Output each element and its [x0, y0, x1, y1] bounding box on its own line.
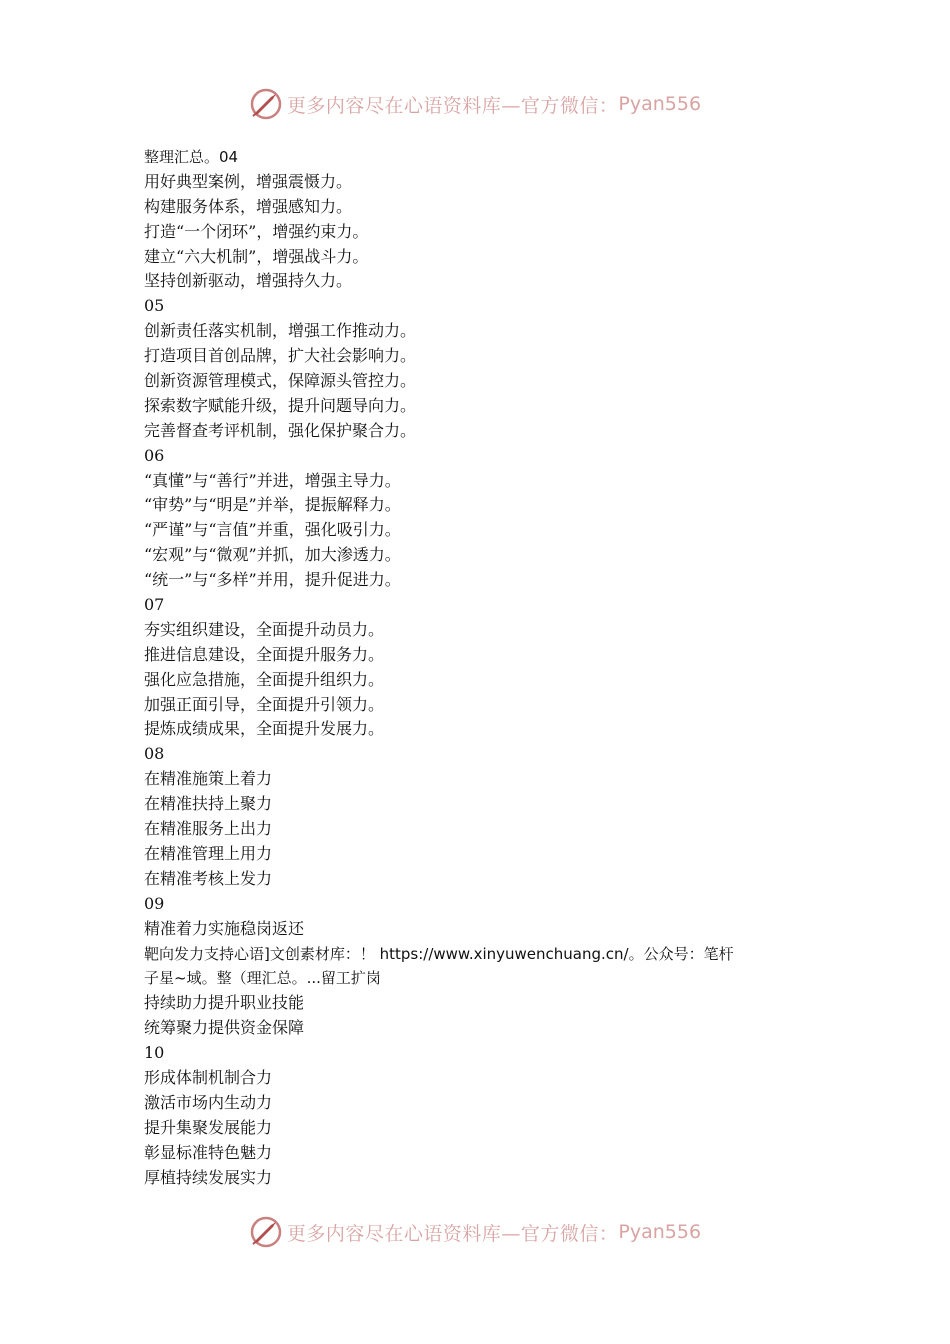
text-line: 在精准施策上着力	[144, 769, 273, 789]
text-line: “统一”与“多样”并用，提升促进力。	[144, 570, 401, 590]
text-line: 用好典型案例，增强震慑力。	[144, 171, 353, 191]
text-line: 建立“六大机制”，增强战斗力。	[144, 246, 369, 266]
text-line: “审势”与“明是”并举，提振解释力。	[144, 495, 401, 515]
text-line: 在精准考核上发力	[144, 868, 273, 888]
text-line: 提炼成绩成果，全面提升发展力。	[144, 719, 385, 739]
text-line: 夯实组织建设，全面提升动员力。	[144, 619, 385, 639]
text-line: 彰显标准特色魅力	[144, 1142, 273, 1162]
text-line: 靶向发力支持心语]文创素材库：！ https://www.xinyuwenchuang.cn/。公众号：笔杆	[144, 944, 734, 963]
text-line: 形成体制机制合力	[144, 1067, 273, 1087]
document-body	[144, 145, 824, 1190]
pen-nib-logo-icon	[249, 87, 283, 121]
footer-tagline: 更多内容尽在心语资料库—官方微信：	[286, 1222, 619, 1245]
text-line: 强化应急措施，全面提升组织力。	[144, 669, 385, 689]
text-line: 子星~域。整（理汇总。...留工扩岗	[144, 969, 381, 988]
section-number: 09	[144, 893, 165, 913]
text-line: 坚持创新驱动，增强持久力。	[144, 271, 353, 291]
text-line: 探索数字赋能升级，提升问题导向力。	[144, 395, 417, 415]
text-line: “真懂”与“善行”并进，增强主导力。	[144, 470, 401, 490]
text-line: 厚植持续发展实力	[144, 1167, 273, 1187]
text-line: 精准着力实施稳岗返还	[144, 918, 305, 938]
text-line: 统筹聚力提供资金保障	[144, 1018, 305, 1038]
text-line: 打造项目首创品牌，扩大社会影响力。	[144, 346, 417, 366]
text-line: 整理汇总。04	[144, 148, 239, 166]
text-line: 创新资源管理模式，保障源头管控力。	[144, 371, 417, 391]
section-number: 10	[144, 1043, 165, 1063]
text-line: 推进信息建设，全面提升服务力。	[144, 644, 385, 664]
text-line: “严谨”与“言值”并重，强化吸引力。	[144, 520, 401, 540]
section-number: 05	[144, 296, 165, 316]
text-line: 在精准扶持上聚力	[144, 794, 273, 814]
text-line: 在精准管理上用力	[144, 843, 273, 863]
pen-nib-logo-icon	[249, 1215, 283, 1249]
text-line: 打造“一个闭环”，增强约束力。	[144, 221, 369, 241]
text-line: 激活市场内生动力	[144, 1092, 273, 1112]
section-number: 06	[144, 445, 165, 465]
header-tagline: 更多内容尽在心语资料库—官方微信：	[286, 94, 619, 117]
text-line: 创新责任落实机制，增强工作推动力。	[144, 321, 417, 341]
text-line: 完善督查考评机制，强化保护聚合力。	[144, 420, 417, 440]
text-line: 持续助力提升职业技能	[144, 993, 305, 1013]
footer-banner	[0, 1212, 950, 1252]
section-number: 07	[144, 595, 165, 615]
header-wechat-handle: Pyan556	[618, 93, 702, 115]
text-line: “宏观”与“微观”并抓，加大渗透力。	[144, 545, 401, 565]
text-line: 在精准服务上出力	[144, 819, 273, 839]
header-banner	[0, 84, 950, 124]
text-line: 构建服务体系，增强感知力。	[144, 196, 353, 216]
text-line: 加强正面引导，全面提升引领力。	[144, 694, 385, 714]
text-line: 提升集聚发展能力	[144, 1117, 273, 1137]
section-number: 08	[144, 744, 165, 764]
footer-wechat-handle: Pyan556	[618, 1221, 702, 1243]
